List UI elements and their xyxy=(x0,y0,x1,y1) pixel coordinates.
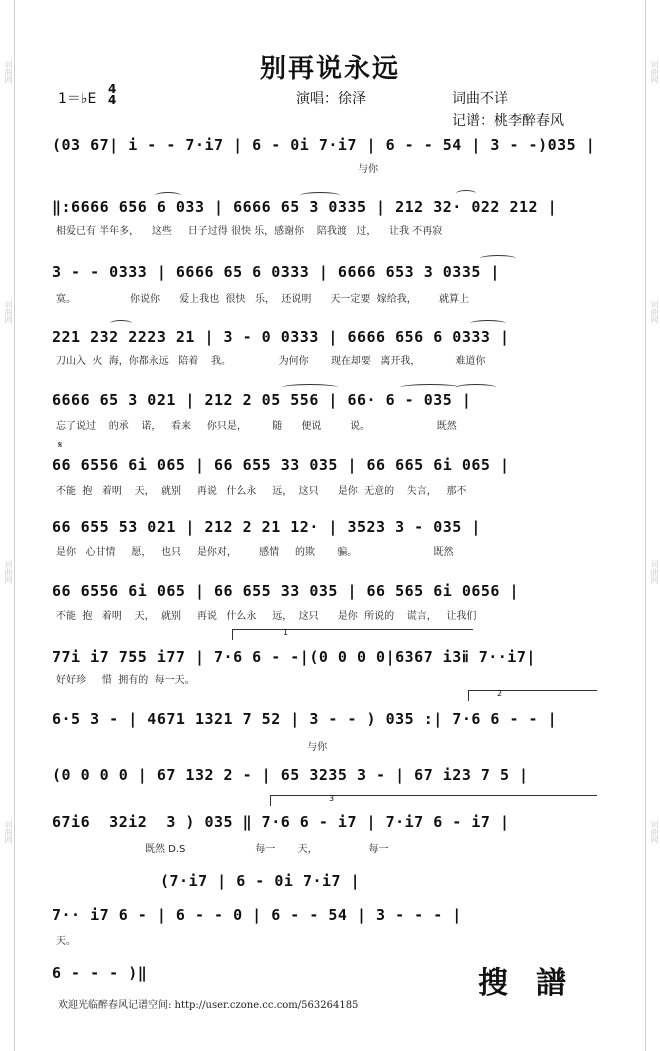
lyric-line: 寞。 你说你 爱上我也 很快 乐， 还说明 天一定要 嫁给我， 就算上 xyxy=(56,294,470,305)
notation-line: (7·i7 | 6 - 0i 7·i7 | xyxy=(160,872,361,890)
slur-mark xyxy=(300,192,340,199)
volta-bracket-1 xyxy=(232,629,473,640)
site-logo: 搜譜 xyxy=(478,966,594,1001)
singer-credit: 演唱：徐泽 xyxy=(296,91,366,107)
song-title: 别再说永远 xyxy=(259,54,400,84)
notation-line: 3 - - 0333 | 6666 65 6 0333 | 6666 653 3 0335 | xyxy=(52,263,500,281)
lyric-line: 不能 抱 着明 天， 就别 再说 什么永 远， 这只 是你 无意的 失言， 那不 xyxy=(56,486,467,497)
left-margin-strip xyxy=(0,0,15,1051)
time-signature-bottom: 4 xyxy=(108,93,117,107)
volta-number-1: 1 xyxy=(283,628,289,637)
notation-line: 221 232 2223 21 | 3 - 0 0333 | 6666 656 6 0333 | xyxy=(52,328,510,346)
notation-line: 77i i7 755 i77 | 7·6 6 - -|(0 0 0 0|6367 i3ⅱ 7··i7| xyxy=(52,648,536,666)
lyric-line: 与你 xyxy=(56,742,328,753)
notation-line: (03 67| i - - 7·i7 | 6 - 0i 7·i7 | 6 - - 54 | 3 - -)035 | xyxy=(52,136,596,154)
volta-number-3: 3 xyxy=(329,794,335,803)
slur-mark xyxy=(400,384,460,391)
notation-line: 6·5 3 - | 4671 1321 7 52 | 3 - - ) 035 :| 7·6 6 - - | xyxy=(52,710,558,728)
slur-mark xyxy=(470,320,506,327)
watermark: 词曲网 xyxy=(4,560,13,584)
lyric-line: 刀山入 火 海，你都永远 陪着 我。 为何你 现在却要 离开我， 难道你 xyxy=(56,356,486,367)
slur-mark xyxy=(456,190,476,197)
notation-line: 6666 65 3 021 | 212 2 05 556 | 66· 6 - 035 | xyxy=(52,391,472,409)
key-signature: 1＝♭E xyxy=(58,91,97,107)
watermark: 词曲网 xyxy=(650,560,659,584)
lyric-line: 忘了说过 的承 诺， 看来 你只是， 随 便说 说。 既然 xyxy=(56,421,457,432)
time-signature-top: 4 xyxy=(108,82,117,96)
slur-mark xyxy=(155,192,181,199)
volta-bracket-2 xyxy=(468,690,597,701)
lyric-line: 与你 xyxy=(56,164,378,175)
transcriber-credit: 记谱：桃李醉春风 xyxy=(452,113,564,129)
lyricist-credit: 词曲不详 xyxy=(452,91,508,107)
notation-line: 66 655 53 021 | 212 2 21 12· | 3523 3 - 035 | xyxy=(52,518,481,536)
notation-line: 66 6556 6i 065 | 66 655 33 035 | 66 665 6i 065 | xyxy=(52,456,510,474)
lyric-line: 不能 抱 着明 天， 就别 再说 什么永 远， 这只 是你 所说的 谎言， 让我们 xyxy=(56,611,477,622)
footer-credit: 欢迎光临醉春风记谱空间: http://user.czone.cc.com/563264185 xyxy=(58,1000,359,1011)
notation-line: (0 0 0 0 | 67 132 2 - | 65 3235 3 - | 67 i23 7 5 | xyxy=(52,766,529,784)
volta-bracket-3 xyxy=(270,795,597,806)
volta-number-2: 2 xyxy=(497,689,503,698)
notation-line: 6 - - - )‖ xyxy=(52,964,148,982)
watermark: 词曲网 xyxy=(650,60,659,84)
slur-mark xyxy=(480,255,516,262)
watermark: 词曲网 xyxy=(4,820,13,844)
lyric-line: 是你 心甘情 愿， 也只 是你对， 感情 的欺 骗。 既然 xyxy=(56,547,454,558)
right-margin-strip xyxy=(645,0,660,1051)
slur-mark xyxy=(282,384,338,391)
notation-line: 67i6 32i2 3 ) 035 ‖ 7·6 6 - i7 | 7·i7 6 - i7 | xyxy=(52,813,510,831)
watermark: 词曲网 xyxy=(650,300,659,324)
watermark: 词曲网 xyxy=(650,820,659,844)
notation-line: 66 6556 6i 065 | 66 655 33 035 | 66 565 6i 0656 | xyxy=(52,582,520,600)
time-signature xyxy=(108,84,116,106)
lyric-line: 相爱已有 半年多， 这些 日子过得 很快 乐，感谢你 陪我渡 过， 让我 不再寂 xyxy=(56,226,443,237)
watermark: 词曲网 xyxy=(4,300,13,324)
notation-line: 7·· i7 6 - | 6 - - 0 | 6 - - 54 | 3 - - - | xyxy=(52,906,462,924)
lyric-line: 好好珍 惜 拥有的 每一天。 xyxy=(56,675,195,686)
lyric-line: 天。 xyxy=(56,936,76,947)
watermark: 词曲网 xyxy=(4,60,13,84)
slur-mark xyxy=(110,320,132,327)
slur-mark xyxy=(456,384,496,391)
lyric-line: 既然 D.S 每一 天， 每一 xyxy=(56,844,389,855)
segno-sign: 𝄋 xyxy=(58,440,63,451)
notation-line: ‖:6666 656 6 033 | 6666 65 3 0335 | 212 32· 022 212 | xyxy=(52,198,558,216)
